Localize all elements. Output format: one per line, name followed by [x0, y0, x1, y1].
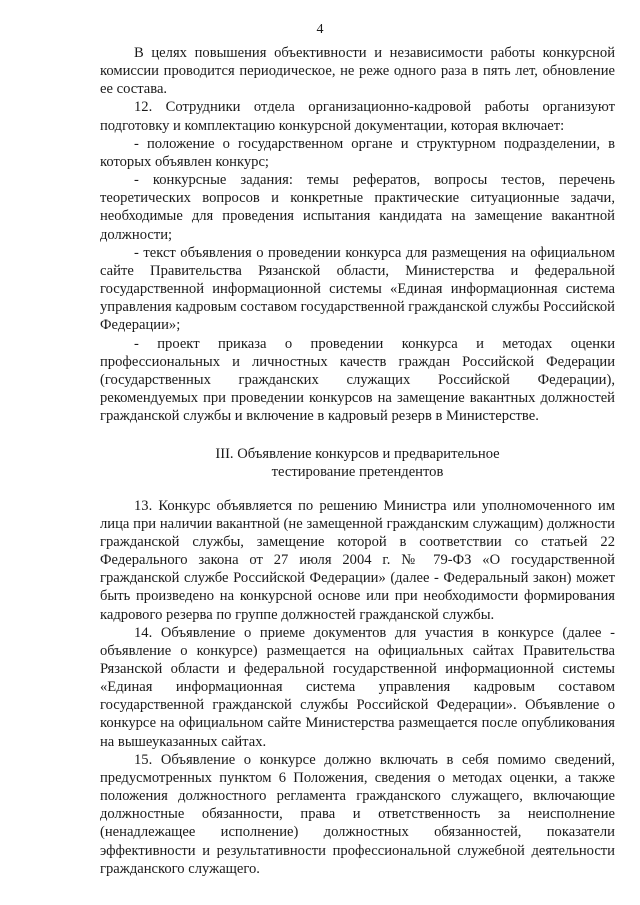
paragraph-12: 12. Сотрудники отдела организационно-кадровой работы организуют подготовку и комплектацию конкурсной документации, которая включает:	[100, 99, 615, 134]
section-heading	[100, 445, 615, 481]
list-item-competition-tasks: - конкурсные задания: темы рефератов, вопросы тестов, перечень теоретических вопросов и конкретные практические ситуационные задачи, необходимые для проведения испытания кандидата на замещение вакантной должности;	[100, 172, 615, 243]
section-heading-line-2: тестирование претендентов	[271, 464, 444, 481]
list-item-draft-order: - проект приказа о проведении конкурса и методах оценки профессиональных и личностных качеств граждан Российской Федерации (государственных гражданских служащих Российской Федерации), рекомендуемых при проведении конкурсов на замещение вакантных должностей гражданской службы и включение в кадровый резерв в Министерстве.	[100, 335, 615, 425]
list-item-announcement-text: - текст объявления о проведении конкурса для размещения на официальном сайте Правительства Рязанской области, Министерства и федеральной государственной информационной системы «Единая информационная система управления кадровым составом государственной гражданской службы Российской Федерации»;	[100, 244, 615, 334]
paragraph-14: 14. Объявление о приеме документов для участия в конкурсе (далее - объявление о конкурсе) размещается на официальных сайтах Правительства Рязанской области и федеральной государственной информационной системы «Единая информационная система управления кадровым составом государственной гражданской службы Российской Федерации». Объявление о конкурсе на официальном сайте Министерства размещается после опубликования на вышеуказанных сайтах.	[100, 624, 615, 750]
page-number: 4	[316, 22, 324, 37]
paragraph-commission-renewal: В целях повышения объективности и независимости работы конкурсной комиссии проводится периодическое, не реже одного раза в пять лет, обновление ее состава.	[100, 45, 615, 98]
document-body	[100, 44, 615, 878]
list-item-regulation: - положение о государственном органе и структурном подразделении, в которых объявлен конкурс;	[100, 135, 615, 170]
paragraph-13: 13. Конкурс объявляется по решению Министра или уполномоченного им лица при наличии вакантной (не замещенной гражданским служащим) должности гражданской службы, замещение которой в соответствии со статьей 22 Федерального закона от 27 июля 2004 г. № 79-ФЗ «О государственной гражданской службе Российской Федерации» (далее - Федеральный закон) может быть произведено на конкурсной основе или при необходимости формирования кадрового резерва по группе должностей гражданской службы.	[100, 497, 615, 623]
paragraph-15: 15. Объявление о конкурсе должно включать в себя помимо сведений, предусмотренных пунктом 6 Положения, сведения о методах оценки, а также положения должностного регламента гражданского служащего, включающие должностные обязанности, права и ответственность за неисполнение (ненадлежащее исполнение) должностных обязанностей, показатели эффективности и результативности профессиональной служебной деятельности гражданского служащего.	[100, 751, 615, 877]
section-heading-line-1: III. Объявление конкурсов и предварительное	[215, 446, 500, 463]
